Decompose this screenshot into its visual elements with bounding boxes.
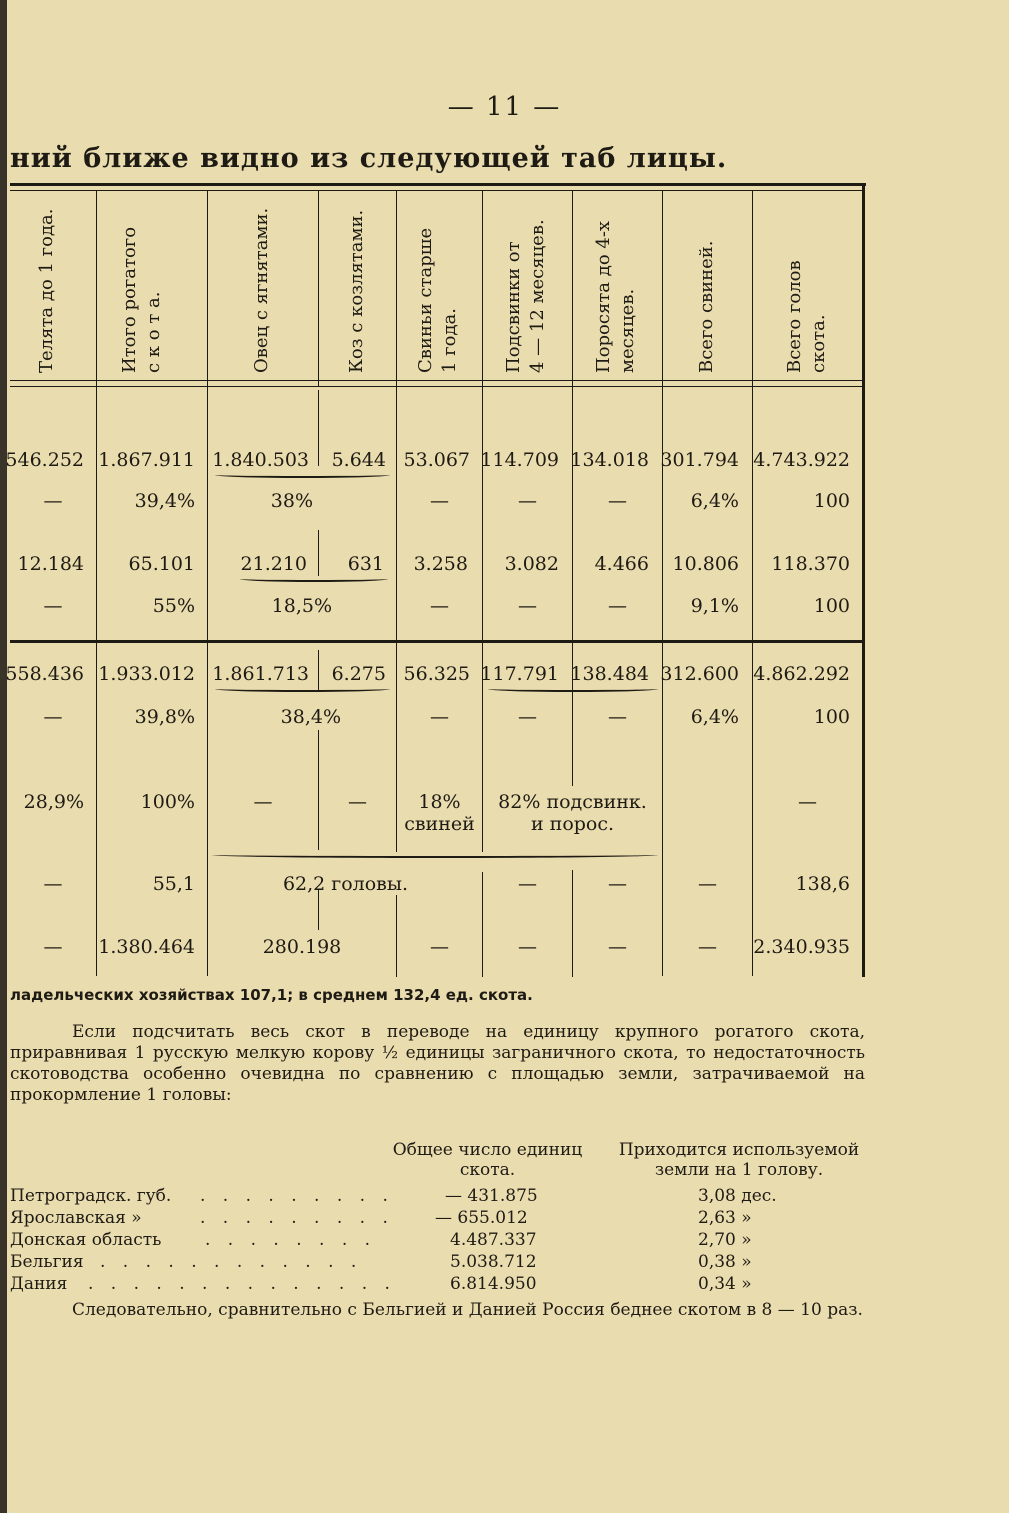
- table-cell: 38%: [270, 490, 313, 512]
- table-cell: —: [608, 936, 627, 958]
- brace: [215, 472, 390, 478]
- table-cell: —: [798, 791, 817, 813]
- table-cell: 280.198: [262, 936, 342, 958]
- comparison-row: [10, 1274, 865, 1295]
- comparison-row: [10, 1230, 865, 1251]
- table-cell: 100%: [140, 791, 195, 813]
- leader-dots: . . . . . . . .: [205, 1230, 377, 1250]
- table-cell: 558.436: [5, 663, 84, 685]
- brace: [212, 852, 658, 858]
- header-rule: [10, 380, 862, 381]
- table-cell: 21.210: [240, 553, 307, 575]
- table-cell: 1.861.713: [212, 663, 309, 685]
- table-cell: 9,1%: [690, 595, 739, 617]
- table-cell: —: [608, 595, 627, 617]
- table-cell: —: [430, 936, 449, 958]
- table-cell: 56.325: [403, 663, 470, 685]
- column-header-young-pigs: Подсвинки от 4 — 12 месяцев.: [503, 219, 548, 373]
- paragraph-livestock-units: Если подсчитать весь скот в переводе на единицу крупного рогатого скота, приравнивая 1 русскую мелкую корову ½ единицы заграничного скота, то недостаточность скотоводства особенно очевидна по сравнению с площадью земли, затрачиваемой на прокормление 1 головы:: [10, 1022, 865, 1105]
- table-cell: 134.018: [570, 449, 649, 471]
- col-divider-3e: [318, 890, 319, 930]
- col-divider-3b: [318, 530, 319, 576]
- land-value: 2,70 »: [698, 1230, 752, 1250]
- col-divider-4: [396, 190, 397, 852]
- table-cell: 546.252: [5, 449, 84, 471]
- table-cell: —: [348, 791, 367, 813]
- table-cell: —: [43, 706, 63, 728]
- table-cell: 38,4%: [280, 706, 341, 728]
- col-divider-6: [572, 190, 573, 786]
- page-edge: [0, 0, 7, 1513]
- table-cell: 5.644: [331, 449, 386, 471]
- table-cell: 1.380.464: [98, 936, 195, 958]
- col-divider-8: [752, 190, 753, 976]
- section-rule: [10, 640, 862, 643]
- land-value: 2,63 »: [698, 1208, 752, 1228]
- table-cell: 1.840.503: [212, 449, 309, 471]
- table-cell: —: [430, 595, 449, 617]
- table-cell: 1.933.012: [98, 663, 195, 685]
- land-value: 0,34 »: [698, 1274, 752, 1294]
- page-heading: ний ближе видно из следующей таб лицы.: [10, 143, 728, 174]
- table-cell: 100: [813, 706, 850, 728]
- brace: [215, 686, 390, 692]
- table-cell: 6,4%: [690, 490, 739, 512]
- table-cell: 114.709: [480, 449, 559, 471]
- table-cell: —: [698, 873, 717, 895]
- region-name: Донская область: [10, 1230, 162, 1250]
- col-divider-5: [482, 190, 483, 852]
- table-cell: 12.184: [17, 553, 84, 575]
- col-divider-7: [662, 190, 663, 976]
- region-name: Ярославская »: [10, 1208, 142, 1228]
- brace: [240, 576, 388, 582]
- column-header-pigs-total: Всего свиней.: [696, 240, 717, 373]
- table-cell: 18,5%: [271, 595, 332, 617]
- column-header-cattle-total: Итого рогатого с к о т а.: [119, 226, 164, 373]
- region-name: Бельгия: [10, 1252, 84, 1272]
- comparison-row: [10, 1252, 865, 1273]
- brace: [488, 686, 658, 692]
- table-cell: 39,8%: [134, 706, 195, 728]
- table-cell: —: [43, 595, 63, 617]
- comparison-header-units: Общее число единиц скота.: [392, 1140, 583, 1180]
- table-cell: —: [608, 873, 627, 895]
- table-cell: —: [518, 595, 537, 617]
- table-cell: —: [253, 791, 273, 813]
- leader-dots: . . . . . . . . .: [200, 1186, 394, 1206]
- table-cell: 118.370: [771, 553, 850, 575]
- table-cell: 6.275: [331, 663, 386, 685]
- table-cell: 100: [813, 490, 850, 512]
- table-cell: —: [430, 706, 449, 728]
- table-cell: 55,1: [152, 873, 195, 895]
- col-divider-3c: [318, 650, 319, 690]
- table-cell: —: [430, 490, 449, 512]
- table-cell: 6,4%: [690, 706, 739, 728]
- table-cell: —: [43, 936, 63, 958]
- table-cell: —: [518, 706, 537, 728]
- table-cell: 4.862.292: [753, 663, 850, 685]
- column-header-livestock-total: Всего голов скота.: [784, 260, 829, 373]
- land-value: 3,08 дес.: [698, 1186, 777, 1206]
- table-cell: —: [518, 936, 537, 958]
- table-cell: 10.806: [672, 553, 739, 575]
- comparison-row: [10, 1208, 865, 1229]
- column-header-calves: Телята до 1 года.: [36, 208, 57, 373]
- table-cell: 53.067: [403, 449, 470, 471]
- table-cell: 4.743.922: [753, 449, 850, 471]
- table-cell: 2.340.935: [753, 936, 850, 958]
- table-cell: —: [518, 490, 537, 512]
- col-divider-2: [207, 190, 208, 976]
- table-cell: 1.867.911: [98, 449, 195, 471]
- table-cell: 55%: [152, 595, 195, 617]
- table-top-rule: [10, 183, 866, 186]
- table-cell: —: [608, 706, 627, 728]
- table-cell: —: [518, 873, 537, 895]
- units-value: — 655.012: [435, 1208, 528, 1228]
- table-cell: 39,4%: [134, 490, 195, 512]
- column-header-sheep: Овец с ягнятами.: [251, 207, 272, 373]
- units-value: 6.814.950: [450, 1274, 537, 1294]
- table-cell: 62,2 головы.: [282, 873, 409, 895]
- leader-dots: . . . . . . . . . . . .: [100, 1252, 363, 1272]
- table-cell: 4.466: [594, 553, 649, 575]
- table-cell: 138.484: [570, 663, 649, 685]
- table-cell: 82% подсвинк. и порос.: [498, 791, 647, 835]
- page-number: — 11 —: [447, 92, 562, 122]
- table-cell: 18% свиней: [404, 791, 475, 835]
- col-divider-3a: [318, 390, 319, 466]
- table-cell: 3.082: [504, 553, 559, 575]
- table-cell: 138,6: [795, 873, 850, 895]
- table-cell: 312.600: [660, 663, 739, 685]
- column-header-piglets: Поросята до 4-х месяцев.: [593, 220, 638, 373]
- table-cell: —: [698, 936, 717, 958]
- table-cell: —: [43, 873, 63, 895]
- table-cell: 631: [347, 553, 384, 575]
- table-footnote: ладельческих хозяйствах 107,1; в среднем 132,4 ед. скота.: [10, 986, 533, 1004]
- paragraph-conclusion: Следовательно, сравнительно с Бельгией и Данией Россия беднее скотом в 8 — 10 раз.: [72, 1300, 863, 1320]
- region-name: Петроградск. губ.: [10, 1186, 172, 1206]
- column-header-pigs-adult: Свиньи старше 1 года.: [415, 227, 460, 373]
- comparison-header-land: Приходится используемой земли на 1 голову.: [618, 1140, 860, 1180]
- table-cell: 65.101: [128, 553, 195, 575]
- table-cell: 117.791: [480, 663, 559, 685]
- units-value: 5.038.712: [450, 1252, 537, 1272]
- units-value: 4.487.337: [450, 1230, 537, 1250]
- table-top-rule-inner: [10, 190, 862, 191]
- units-value: — 431.875: [445, 1186, 538, 1206]
- region-name: Дания: [10, 1274, 68, 1294]
- col-divider-3-head: [318, 190, 319, 386]
- table-cell: —: [43, 490, 63, 512]
- col-divider-3d: [318, 730, 319, 850]
- table-cell: 28,9%: [23, 791, 84, 813]
- table-cell: —: [608, 490, 627, 512]
- table-cell: 3.258: [413, 553, 468, 575]
- table-cell: 100: [813, 595, 850, 617]
- table-cell: 301.794: [660, 449, 739, 471]
- header-rule-2: [10, 386, 862, 387]
- leader-dots: . . . . . . . . . . . . . .: [88, 1274, 396, 1294]
- leader-dots: . . . . . . . . .: [200, 1208, 394, 1228]
- column-header-goats: Коз с козлятами.: [346, 209, 367, 373]
- col-divider-1: [96, 190, 97, 976]
- land-value: 0,38 »: [698, 1252, 752, 1272]
- comparison-row: [10, 1186, 865, 1207]
- table-right-border: [862, 183, 865, 977]
